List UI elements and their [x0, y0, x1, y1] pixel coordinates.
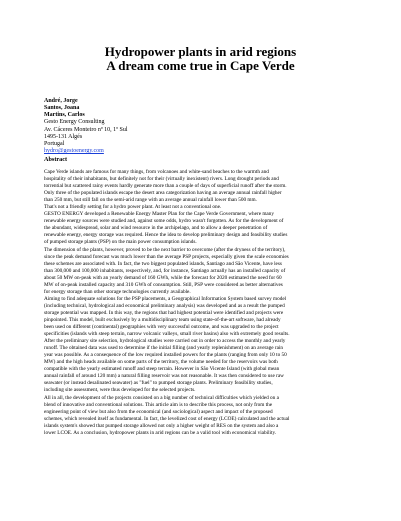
- affiliation-address-1: Av. Cáceres Monteiro nº 10, 1º Sul: [44, 126, 128, 133]
- abstract-paragraph: Aiming to find adequate solutions for the PSP placements, a Geographical Information System based survey model (including technical, hydrological and economical preliminary analysis) was developed and as a result the pumped storage potential was mapped. In this way, the regions that had highest potential were identified and projects were pinpointed. This model, built exclusively by a multidisciplinary team using state-of-the-art software, had already been used on different (continental) geographies with very successful outcome, and was upgraded to the project specificities (islands with steep terrain, narrow volcanic valleys, small river basins) also with extremely good results.: [44, 295, 290, 338]
- author-name: André, Jorge: [44, 98, 78, 104]
- author-email-link[interactable]: hydro@gestoenergy.com: [44, 148, 104, 155]
- abstract-heading: Abstract: [44, 156, 68, 163]
- abstract-paragraph: Cape Verde islands are famous for many things, from volcanoes and white-sand beaches to the warmth and hospitality of their inhabitants, but definitely not for their (virtually inexistent) rivers. Long drought periods and torrential but scattered rainy events hardly generate more than a couple of days of superficial runoff after the storm. Only three of the populated islands escape the desert area categorization having an average annual rainfall higher than 250 mm, but still fall on the semi-arid range with an average annual rainfall lower than 500 mm. That's not a friendly setting for a hydro power plant. At least not a conventional one.: [44, 169, 287, 211]
- author-name: Martins, Carlos: [44, 112, 85, 119]
- affiliation-address-2: 1495-131 Algés: [44, 133, 83, 140]
- title-line-2: A dream come true in Cape Verde: [106, 58, 295, 73]
- affiliation-country: Portugal: [44, 140, 65, 147]
- abstract-paragraph: The dimension of the plants, however, proved to be the next barrier to overcome (after the dryness of the territory), since the peak demand forecast was much lower than the average PSP projects, especially given the scale economies these schemes are associated with. In fact, the two biggest populated islands, Santiago and São Vicente, have less than 300,000 and 100,000 inhabitants, respectively, and, for instance, Santiago actually has an installed capacity of about 50 MW on-peak with an yearly demand of 160 GWh, while the forecast for 2020 estimated the need for 60 MW of on-peak installed capacity and 310 GWh of consumption. Still, PSP were considered as better alternatives for energy storage than other storage technologies currently available.: [44, 246, 289, 295]
- affiliation-company: Gesto Energy Consulting: [44, 119, 105, 126]
- abstract-paragraph: After the preliminary site selection, hydrological studies were carried out in order to access the monthly and yearly runoff. The obtained data was used to determine if the initial filling (and yearly replenishment) on an average rain year was possible. As a consequence of the low required installed powers for the plants (ranging from only 10 to 50 MW) and the high heads available on some parts of the territory, the volume needed for the reservoirs was both compatible with the yearly estimated runoff and steep terrain. However in São Vicente Island (with global mean annual rainfall of around 120 mm) a natural filling reservoir was not reasonable. It was then considered to use raw seawater (or instead desalinated seawater) as "fuel" to pumped storage plants. Preliminary feasibility studies, including site assessment, were thus developed for the selected projects.: [44, 338, 287, 394]
- title-line-1: Hydropower plants in arid regions: [104, 44, 297, 59]
- abstract-paragraph: GESTO ENERGY developed a Renewable Energy Master Plan for the Cape Verde Government, where many renewable energy sources were studied and, against some odds, hydro wasn't forgotten. As for the development of the abundant, widespread, solar and wind resource in the archipelago, and to allow a deeper penetration of renewable energy, energy storage was required. Hence the idea to develop preliminary design and feasibility studies of pumped storage plants (PSP) on the main power consumption islands.: [44, 211, 288, 246]
- author-block: [44, 98, 264, 155]
- abstract-body: [44, 169, 362, 437]
- abstract-paragraph: All in all, the development of the projects consisted on a big number of technical difficulties which yielded on a blend of innovative and conventional solutions. This article aim is to describe this process, not only from the engineering point of view but also from the economical (and sociological) aspect and impact of the proposed schemes, which revealed itself as fundamental. In fact, the levelized cost of energy (LCOE) calculated and the actual islands system's showed that pumped storage allowed not only a higher weight of RES on the system and also a lower LCOE. As a conclusion, hydropower plants in arid regions can be a valid tool with economical viability.: [44, 394, 290, 436]
- author-name: Santos, Joana: [44, 105, 80, 112]
- paper-title: [30, 45, 371, 73]
